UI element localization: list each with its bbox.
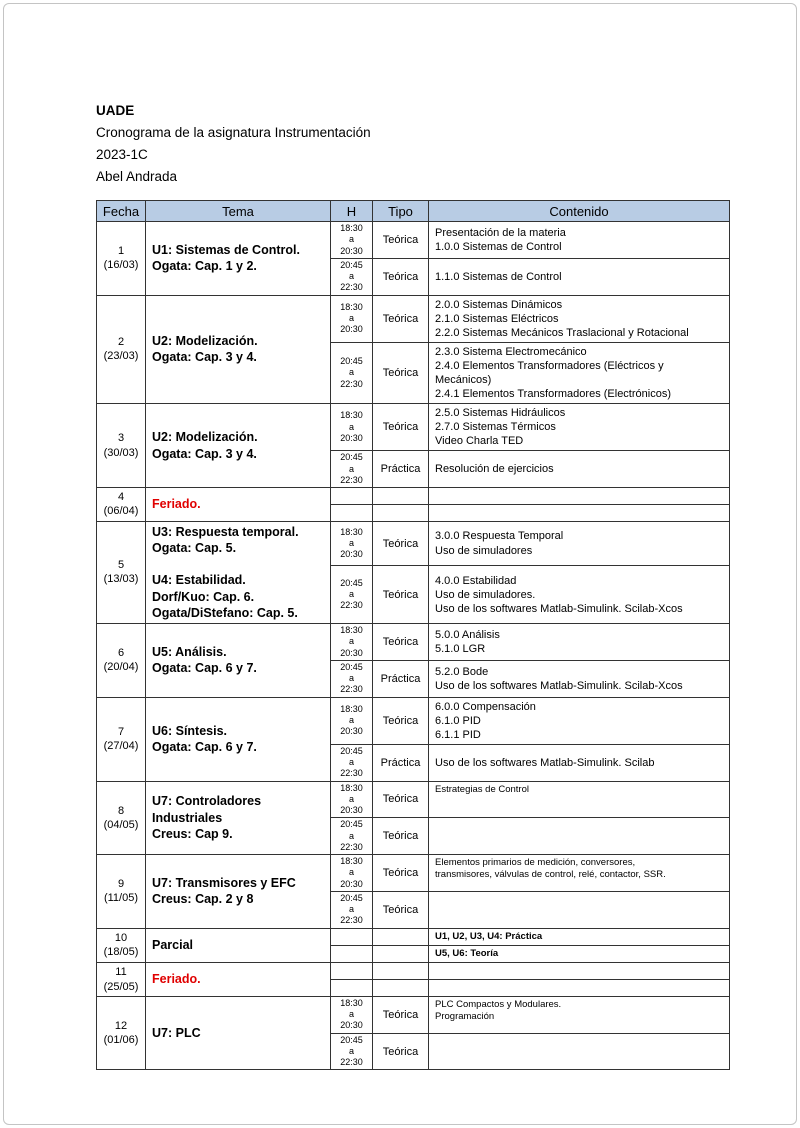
content-cell: 3.0.0 Respuesta Temporal Uso de simuladores [429, 521, 730, 566]
content-cell: Estrategias de Control [429, 781, 730, 818]
session-row [97, 996, 730, 1033]
content-cell: 5.0.0 Análisis 5.1.0 LGR [429, 624, 730, 661]
content-cell: 2.0.0 Sistemas Dinámicos 2.1.0 Sistemas Eléctricos 2.2.0 Sistemas Mecánicos Traslacional y Rotacional [429, 295, 730, 342]
type-cell: Teórica [373, 891, 429, 928]
column-header-tipo: Tipo [373, 201, 429, 222]
document-title: Cronograma de la asignatura Instrumentación [96, 125, 371, 140]
content-cell: 2.3.0 Sistema Electromecánico 2.4.0 Elementos Transformadores (Eléctricos y Mecánicos) 2.4.1 Elementos Transformadores (Electrónicos) [429, 342, 730, 403]
week-date-cell: 2 (23/03) [97, 295, 146, 404]
content-cell: Resolución de ejercicios [429, 451, 730, 488]
time-cell: 20:45 a 22:30 [331, 451, 373, 488]
content-cell: 6.0.0 Compensación 6.1.0 PID 6.1.1 PID [429, 697, 730, 744]
topic-cell: Parcial [146, 928, 331, 963]
schedule-body [97, 222, 730, 1070]
schedule-table [96, 200, 730, 1070]
type-cell: Práctica [373, 660, 429, 697]
time-cell: 20:45 a 22:30 [331, 818, 373, 855]
type-cell: Teórica [373, 404, 429, 451]
time-cell: 20:45 a 22:30 [331, 258, 373, 295]
type-cell: Práctica [373, 451, 429, 488]
time-cell: 18:30 a 20:30 [331, 295, 373, 342]
time-cell: 20:45 a 22:30 [331, 744, 373, 781]
week-date-cell: 3 (30/03) [97, 404, 146, 488]
type-cell: Teórica [373, 222, 429, 259]
week-date-cell: 1 (16/03) [97, 222, 146, 296]
week-date-cell: 10 (18/05) [97, 928, 146, 963]
time-cell [331, 504, 373, 521]
time-cell [331, 488, 373, 505]
type-cell [373, 963, 429, 980]
topic-cell: U7: Controladores Industriales Creus: Cap 9. [146, 781, 331, 855]
week-date-cell: 5 (13/03) [97, 521, 146, 624]
topic-cell: U6: Síntesis. Ogata: Cap. 6 y 7. [146, 697, 331, 781]
topic-cell: U1: Sistemas de Control. Ogata: Cap. 1 y 2. [146, 222, 331, 296]
org-name: UADE [96, 103, 135, 118]
time-cell [331, 945, 373, 962]
table-header-row [97, 201, 730, 222]
week-date-cell: 9 (11/05) [97, 855, 146, 929]
topic-cell: U2: Modelización. Ogata: Cap. 3 y 4. [146, 295, 331, 404]
type-cell: Teórica [373, 521, 429, 566]
time-cell: 18:30 a 20:30 [331, 781, 373, 818]
time-cell: 20:45 a 22:30 [331, 891, 373, 928]
session-row [97, 697, 730, 744]
session-row [97, 521, 730, 566]
type-cell: Teórica [373, 342, 429, 403]
time-cell: 18:30 a 20:30 [331, 404, 373, 451]
content-cell [429, 504, 730, 521]
type-cell: Práctica [373, 744, 429, 781]
time-cell: 18:30 a 20:30 [331, 521, 373, 566]
session-row [97, 624, 730, 661]
time-cell [331, 928, 373, 945]
type-cell: Teórica [373, 258, 429, 295]
topic-cell: Feriado. [146, 488, 331, 522]
content-cell: 5.2.0 Bode Uso de los softwares Matlab-Simulink. Scilab-Xcos [429, 660, 730, 697]
topic-cell: U7: PLC [146, 996, 331, 1070]
week-date-cell: 4 (06/04) [97, 488, 146, 522]
content-cell: Uso de los softwares Matlab-Simulink. Scilab [429, 744, 730, 781]
time-cell [331, 980, 373, 997]
time-cell [331, 963, 373, 980]
type-cell: Teórica [373, 295, 429, 342]
time-cell: 18:30 a 20:30 [331, 697, 373, 744]
type-cell [373, 504, 429, 521]
content-cell [429, 980, 730, 997]
topic-cell: U3: Respuesta temporal. Ogata: Cap. 5. U4: Estabilidad. Dorf/Kuo: Cap. 6. Ogata/DiStefano: Cap. 5. [146, 521, 331, 624]
week-date-cell: 11 (25/05) [97, 963, 146, 997]
session-row [97, 928, 730, 945]
type-cell: Teórica [373, 697, 429, 744]
content-cell: U5, U6: Teoría [429, 945, 730, 962]
type-cell [373, 488, 429, 505]
type-cell [373, 928, 429, 945]
time-cell: 18:30 a 20:30 [331, 624, 373, 661]
type-cell [373, 980, 429, 997]
content-cell: 4.0.0 Estabilidad Uso de simuladores. Uso de los softwares Matlab-Simulink. Scilab-Xcos [429, 566, 730, 624]
content-cell: U1, U2, U3, U4: Práctica [429, 928, 730, 945]
session-row [97, 404, 730, 451]
content-cell [429, 1033, 730, 1070]
column-header-fecha: Fecha [97, 201, 146, 222]
content-cell [429, 963, 730, 980]
topic-cell: U7: Transmisores y EFC Creus: Cap. 2 y 8 [146, 855, 331, 929]
time-cell: 18:30 a 20:30 [331, 222, 373, 259]
type-cell: Teórica [373, 996, 429, 1033]
type-cell: Teórica [373, 781, 429, 818]
week-date-cell: 6 (20/04) [97, 624, 146, 698]
session-row [97, 295, 730, 342]
session-row [97, 488, 730, 505]
topic-cell: U5: Análisis. Ogata: Cap. 6 y 7. [146, 624, 331, 698]
content-cell [429, 488, 730, 505]
session-row [97, 855, 730, 892]
session-row [97, 963, 730, 980]
time-cell: 18:30 a 20:30 [331, 996, 373, 1033]
content-cell [429, 818, 730, 855]
time-cell: 20:45 a 22:30 [331, 1033, 373, 1070]
time-cell: 20:45 a 22:30 [331, 566, 373, 624]
week-date-cell: 12 (01/06) [97, 996, 146, 1070]
column-header-h: H [331, 201, 373, 222]
content-cell: 2.5.0 Sistemas Hidráulicos 2.7.0 Sistemas Térmicos Video Charla TED [429, 404, 730, 451]
type-cell: Teórica [373, 818, 429, 855]
document-header [96, 100, 371, 188]
type-cell: Teórica [373, 855, 429, 892]
type-cell: Teórica [373, 566, 429, 624]
content-cell [429, 891, 730, 928]
author-name: Abel Andrada [96, 169, 178, 184]
session-row [97, 781, 730, 818]
column-header-contenido: Contenido [429, 201, 730, 222]
content-cell: Elementos primarios de medición, conversores, transmisores, válvulas de control, relé, contactor, SSR. [429, 855, 730, 892]
topic-cell: Feriado. [146, 963, 331, 997]
time-cell: 20:45 a 22:30 [331, 660, 373, 697]
topic-cell: U2: Modelización. Ogata: Cap. 3 y 4. [146, 404, 331, 488]
time-cell: 20:45 a 22:30 [331, 342, 373, 403]
content-cell: 1.1.0 Sistemas de Control [429, 258, 730, 295]
session-row [97, 222, 730, 259]
type-cell: Teórica [373, 1033, 429, 1070]
type-cell: Teórica [373, 624, 429, 661]
term-label: 2023-1C [96, 147, 148, 162]
week-date-cell: 8 (04/05) [97, 781, 146, 855]
week-date-cell: 7 (27/04) [97, 697, 146, 781]
content-cell: PLC Compactos y Modulares. Programación [429, 996, 730, 1033]
type-cell [373, 945, 429, 962]
time-cell: 18:30 a 20:30 [331, 855, 373, 892]
column-header-tema: Tema [146, 201, 331, 222]
content-cell: Presentación de la materia 1.0.0 Sistemas de Control [429, 222, 730, 259]
